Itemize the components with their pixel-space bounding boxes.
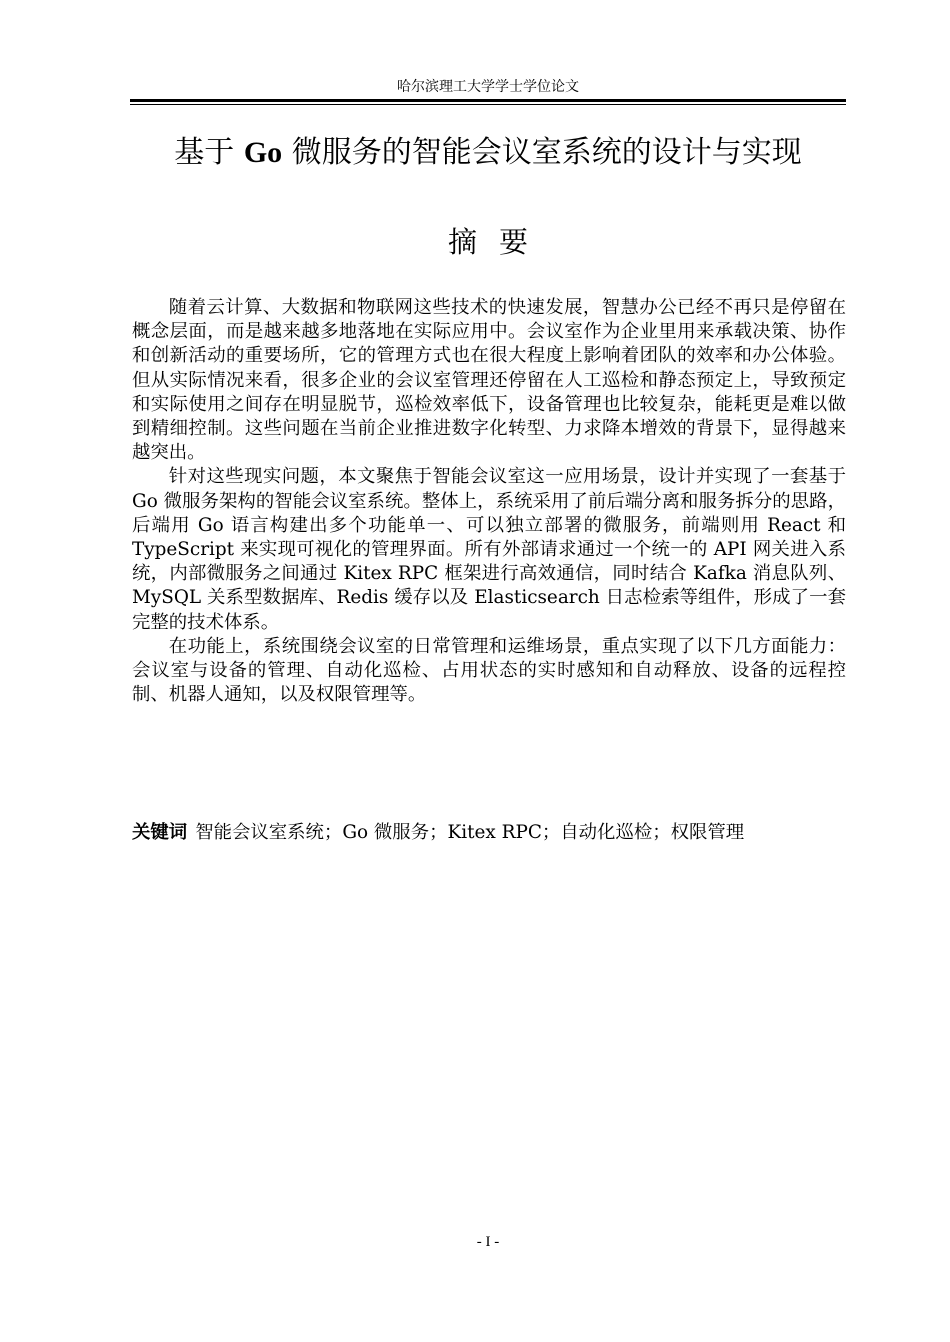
header-rule-thick <box>130 99 846 102</box>
thesis-title-part1: 基于 <box>174 135 244 170</box>
thesis-title <box>120 133 856 173</box>
running-header: 哈尔滨理工大学学士学位论文 <box>397 79 579 95</box>
abstract-paragraph-3: 在功能上，系统围绕会议室的日常管理和运维场景，重点实现了以下几方面能力：会议室与设备的管理、自动化巡检、占用状态的实时感知和自动释放、设备的远程控制、机器人通知，以及权限管理等。 <box>132 635 846 706</box>
abstract-paragraph-1: 随着云计算、大数据和物联网这些技术的快速发展，智慧办公已经不再只是停留在概念层面，而是越来越多地落地在实际应用中。会议室作为企业里用来承载决策、协作和创新活动的重要场所，它的管理方式也在很大程度上影响着团队的效率和办公体验。但从实际情况来看，很多企业的会议室管理还停留在人工巡检和静态预定上，导致预定和实际使用之间存在明显脱节，巡检效率低下，设备管理也比较复杂，能耗更是难以做到精细控制。这些问题在当前企业推进数字化转型、力求降本增效的背景下，显得越来越突出。 <box>132 297 846 464</box>
abstract-paragraph-2: 针对这些现实问题，本文聚焦于智能会议室这一应用场景，设计并实现了一套基于 Go 微服务架构的智能会议室系统。整体上，系统采用了前后端分离和服务拆分的思路，后端用 Go 语言构建出多个功能单一、可以独立部署的微服务，前端则用 React 和 TypeScript 来实现可视化的管理界面。所有外部请求通过一个统一的 API 网关进入系统，内部微服务之间通过 Kitex RPC 框架进行高效通信，同时结合 Kafka 消息队列、MySQL 关系型数据库、Redis 缓存以及 Elasticsearch 日志检索等组件，形成了一套完整的技术体系。 <box>132 466 846 633</box>
abstract-heading: 摘要 <box>447 225 550 259</box>
thesis-title-part2: 微服务的智能会议室系统的设计与实现 <box>282 135 802 170</box>
abstract-body <box>132 296 846 707</box>
header-rule-thin <box>130 104 846 105</box>
keywords-label: 关键词 <box>132 822 188 843</box>
page-number: - I - <box>476 1234 500 1250</box>
thesis-title-latin: Go <box>243 136 283 169</box>
keywords-text: 智能会议室系统；Go 微服务；Kitex RPC；自动化巡检；权限管理 <box>195 822 745 843</box>
keywords-block <box>132 816 846 850</box>
